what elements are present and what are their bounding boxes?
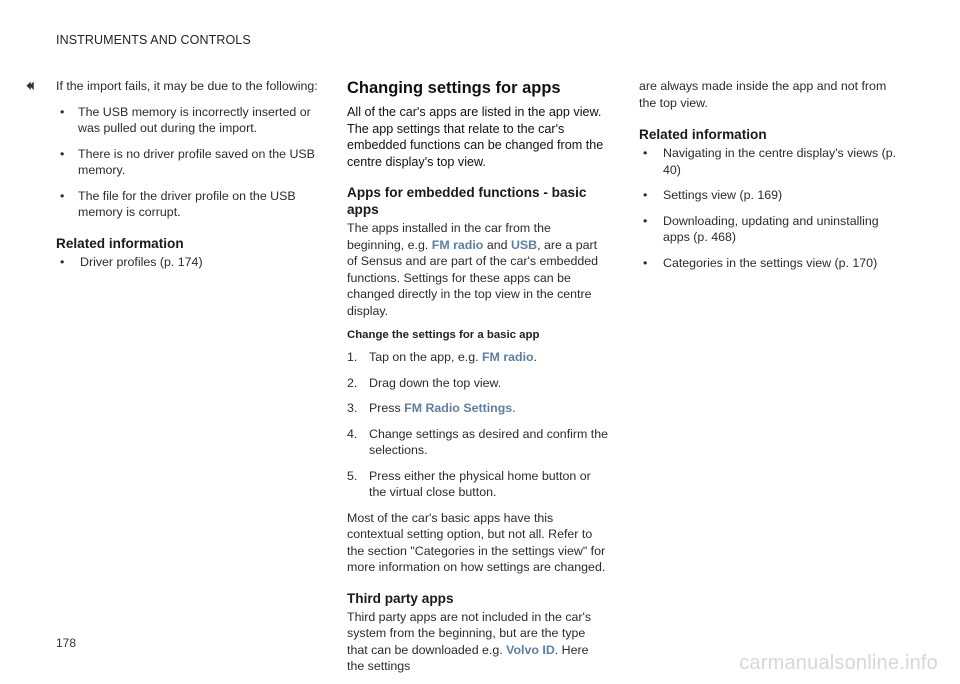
continuation-icon: ⏴⏴ [26,79,33,93]
embedded-apps-heading: Apps for embedded functions - basic apps [347,185,587,217]
column-middle [347,78,609,684]
third-party-heading: Third party apps [347,590,454,606]
related-info-heading: Related information [639,127,767,142]
volvo-id-term: Volvo ID [506,642,555,657]
section-header: INSTRUMENTS AND CONTROLS [56,33,251,47]
steps-list [347,349,609,501]
column-left [56,78,318,279]
embedded-apps-paragraph: The apps installed in the car from the beginning, e.g. FM radio and USB, are a part of Sensus and are part of the car's embedded functions. Settings for these apps can be changed directly in the top view in the centre display. [347,221,599,318]
column-right [639,78,903,280]
watermark: carmanualsonline.info [739,651,938,674]
step-item: 3. Press FM Radio Settings. [347,401,516,415]
list-item: • The file for the driver profile on the USB memory is corrupt. [56,188,318,221]
related-info-list [56,254,318,271]
related-link-categories[interactable]: • Categories in the settings view (p. 170) [639,255,903,272]
related-info-list [639,145,903,271]
step-item: 1. Tap on the app, e.g. FM radio. [347,350,538,364]
import-fail-list [56,104,318,221]
continued-paragraph: are always made inside the app and not from the top view. [639,79,887,110]
related-link-navigating[interactable]: • Navigating in the centre display's views (p. 40) [639,145,903,178]
related-link-driver-profiles[interactable]: • Driver profiles (p. 174) [56,254,318,271]
list-item: • There is no driver profile saved on the USB memory. [56,146,318,179]
page-title: Changing settings for apps [347,79,561,97]
page-number: 178 [56,636,77,650]
import-fail-intro: If the import fails, it may be due to the following: [56,79,318,93]
step-item: 5. Press either the physical home button or the virtual close button. [347,468,591,499]
related-info-heading: Related information [56,235,184,251]
fm-radio-term: FM radio [431,237,484,252]
step-item: 4. Change settings as desired and confirm the selections. [347,426,609,457]
usb-term: USB [510,237,538,252]
contextual-paragraph: Most of the car's basic apps have this contextual setting option, but not all. Refer to the section "Categories in the settings view" for more information on how settings are changed. [347,510,606,574]
third-party-paragraph: Third party apps are not included in the car's system from the beginning, but are the type that can be downloaded e.g. Volvo ID. Here the settings [347,609,592,673]
step-item: 2. Drag down the top view. [347,375,502,390]
lead-paragraph: All of the car's apps are listed in the app view. The app settings that relate to the car's embedded functions can be changed from the centre display's top view. [347,105,604,169]
related-link-apps[interactable]: • Downloading, updating and uninstalling apps (p. 468) [639,213,903,246]
change-settings-heading: Change the settings for a basic app [347,329,540,341]
related-link-settings-view[interactable]: • Settings view (p. 169) [639,187,903,204]
list-item: • The USB memory is incorrectly inserted or was pulled out during the import. [56,104,318,137]
